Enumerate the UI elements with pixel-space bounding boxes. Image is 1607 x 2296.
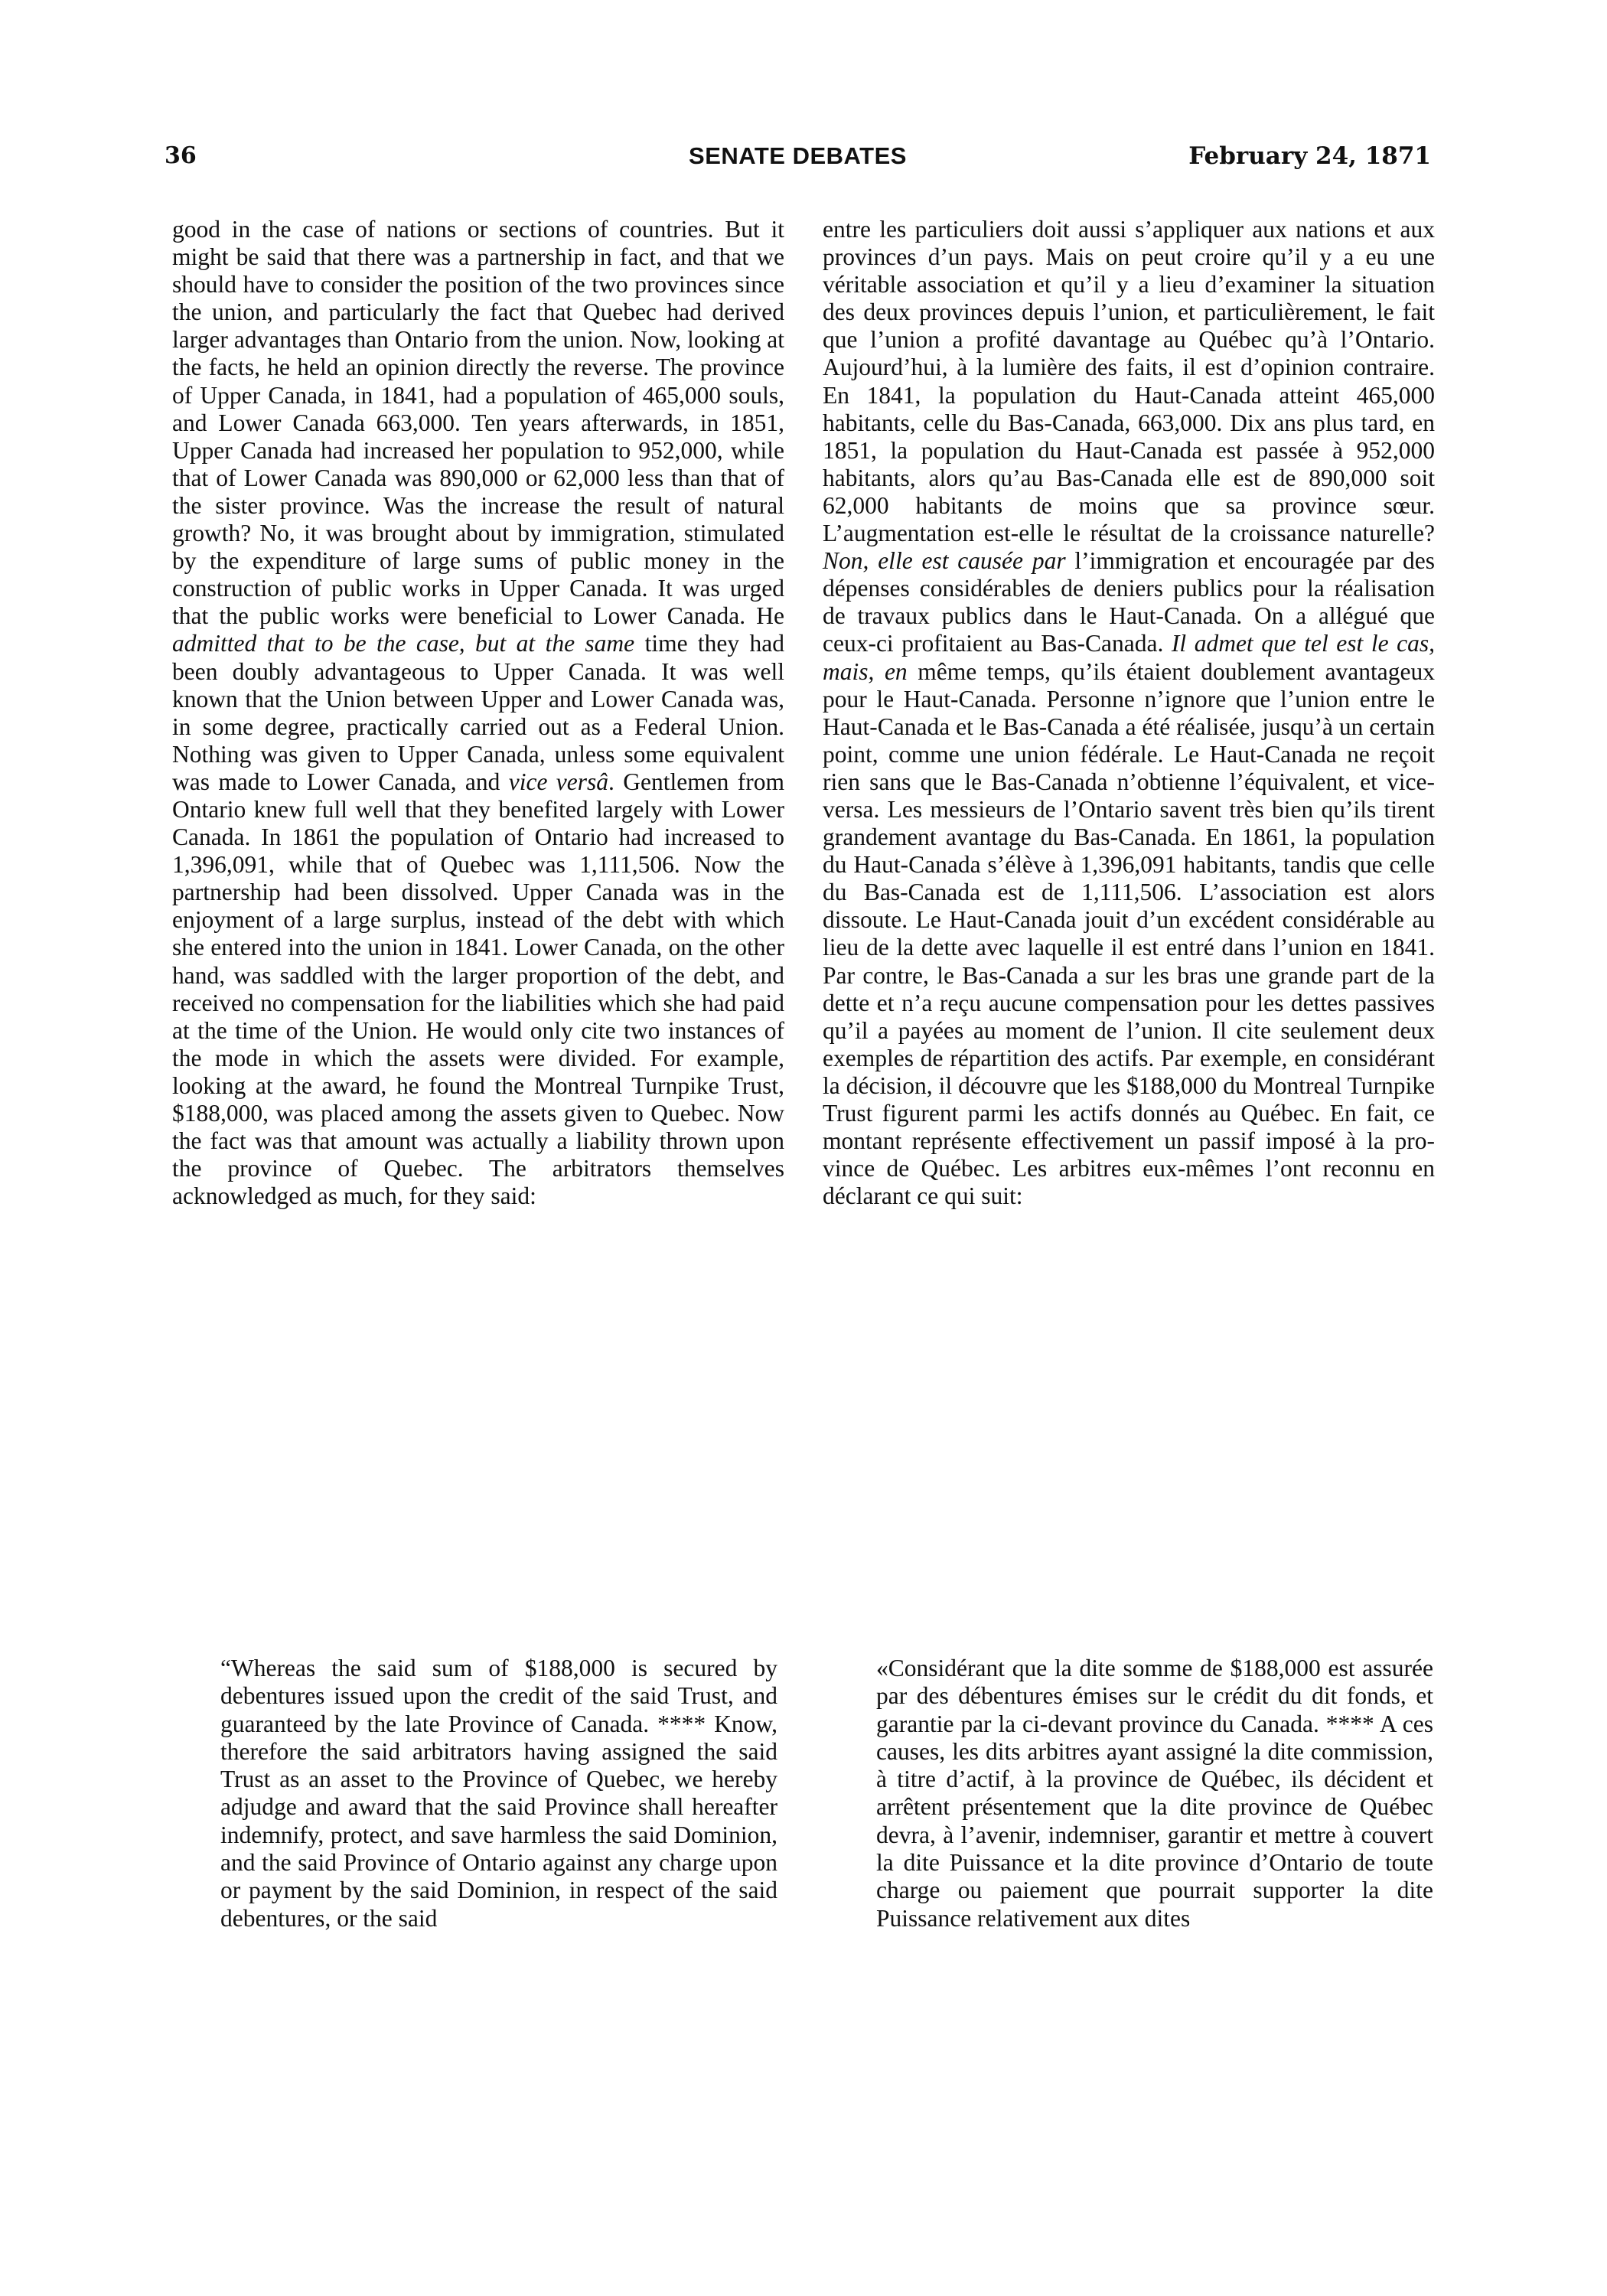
english-text: good in the case of nations or sections of countries. But it might be said that there was a partnership in fact, and that we should have to consider the position of the two provinces since the union, and particularly the fact that Quebec had derived larger advantages than Ontario from the union. Now, looking at the facts, he held an opinion directly the reverse. The province of Upper Canada, in 1841, had a population of 465,000 souls, and Lower Canada 663,000. Ten years afterwards, in 1851, Upper Canada had increased her population to 952,000, while that of Lower Canada was 890,000 or 62,000 less than that of the sister province. Was the increase the result of natural growth? No, it was brought about by immigration, stimulated by the expenditure of large sums of public money in the construction of public works in Upper Canada. It was urged that the public works were beneficial to Lower Canada. He xyxy=(172,216,784,630)
english-text: time they had been doubly advantageous to Upper Canada. It was well known that the Union between Upper and Lower Canada was, in some degree, practically carried out as a Federal Union. Nothing was given to Upper Canada, unless some equivalent was made to Lower Canada, and xyxy=(172,630,785,795)
running-title: SENATE DEBATES xyxy=(689,142,907,169)
french-text: entre les particuliers doit aussi s’appliquer aux nations et aux provinces d’un pays. Mais on peut croire qu’il y a eu une véritable association et qu’il y a lieu d’examiner la situation des deux provinces depuis l’union, et particulièrement, le fait que l’union a profité davantage au Québec qu’à l’Ontario. Aujourd’hui, à la lumière des faits, il est d’opinion contraire. En 1841, la population du Haut-Canada atteint 465,000 habitants, celle du Bas-Canada, 663,000. Dix ans plus tard, en 1851, la population du Haut-Canada est passée à 952,000 habitants, alors qu’au Bas-Canada elle est de 890,000 soit 62,000 habitants de moins que sa province sœur. L’augmentation est-elle le résultat de la croissance naturelle? xyxy=(823,216,1435,547)
english-text: . Gentlemen from Ontario knew full well that they benefited largely with Lower Canada. In 1861 the population of Ontario had increased to 1,396,091, while that of Quebec was 1,111,506. Now the partnership had been dissolved. Upper Canada was in the enjoyment of a large surplus, instead of the debt with which she entered into the union in 1841. Lower Canada, on the other hand, was saddled with the larger proportion of the debt, and received no compensation for the liabilities which she had paid at the time of the Union. He would only cite two instances of the mode in which the assets were divided. For example, looking at the award, he found the Montreal Turnpike Trust, $188,000, was placed among the assets given to Quebec. Now the fact was that amount was actually a liability thrown upon the province of Quebec. The arbitrators themselves acknowledged as much, for they said: xyxy=(172,768,784,1210)
english-quote-text: “Whereas the said sum of $188,000 is secured by debentures issued upon the credit of the said Trust, and guaranteed by the late Province of Canada. **** Know, therefore the said arbitrators having assigned the said Trust as an asset to the Province of Quebec, we hereby adjudge and award that the said Province shall hereafter indemnify, protect, and save harmless the said Dominion, and the said Province of Ontario against any charge upon or payment by the said Dominion, in respect of the said debentures, or the said xyxy=(220,1655,777,1932)
french-italic-text: Non, elle est causée par xyxy=(823,547,1066,575)
english-quotation xyxy=(220,1655,777,1932)
english-paragraph xyxy=(172,216,784,1210)
french-quotation xyxy=(876,1655,1433,1932)
french-text: l’immigration et encouragée par des dépenses considérables de deniers publics pour la réalisation de travaux publics dans le Haut-Canada. On a allégué que ceux-ci profitaient au Bas-Canada. xyxy=(823,547,1436,657)
french-column xyxy=(823,216,1435,1210)
page-number: 36 xyxy=(165,142,197,169)
english-column xyxy=(172,216,784,1210)
english-italic-text: admitted that to be the case, but at the same xyxy=(172,630,635,657)
english-italic-text: vice versâ xyxy=(508,768,609,795)
french-text: même temps, qu’ils étaient doublement avantageux pour le Haut-Canada. Personne n’ignore que l’union entre le Haut-Canada et le Bas-Canada a été réalisée, jusqu’à un certain point, comme une union fédérale. Le Haut-Canada ne reçoit rien sans que le Bas-Canada n’obtienne l’équivalent, et vice-versa. Les messieurs de l’Ontario savent très bien qu’ils tirent grandement avantage du Bas-Canada. En 1861, la population du Haut-Canada s’élève à 1,396,091 habitants, tandis que celle du Bas-Canada est de 1,111,506. L’association est alors dissoute. Le Haut-Canada jouit d’un excédent considérable au lieu de la dette avec laquelle il est entré dans l’union en 1841. Par contre, le Bas-Canada a sur les bras une grande part de la dette et n’a reçu aucune compensation pour les dettes passives qu’il a payées au moment de l’union. Il cite seulement deux exemples de répartition des actifs. Par exemple, en considérant la décision, il découvre que les $188,000 du Montreal Turnpike Trust figurent parmi les actifs donnés au Québec. En fait, ce montant représente effectivement un passif imposé à la province de Québec. Les arbitres eux-mêmes l’ont reconnu en déclarant ce qui suit: xyxy=(823,657,1435,1210)
french-paragraph xyxy=(823,216,1435,1210)
french-quote-text: «Considérant que la dite somme de $188,000 est assurée par des débentures émises sur le crédit du dit fonds, et garantie par la ci-devant province du Canada. **** A ces causes, les dits arbitres ayant assigné la dite commission, à titre d’actif, à la province de Québec, ils décident et arrêtent présentement que la dite province de Québec devra, à l’avenir, indemniser, garantir et mettre à couvert la dite Puissance et la dite province d’Ontario de toute charge ou paiement que pourrait supporter la dite Puissance relativement aux dites xyxy=(876,1655,1433,1932)
page-header xyxy=(165,142,1431,181)
french-italic-text: Il admet que tel est le cas, mais, en xyxy=(823,630,1436,685)
page-date: February 24, 1871 xyxy=(1188,142,1431,170)
